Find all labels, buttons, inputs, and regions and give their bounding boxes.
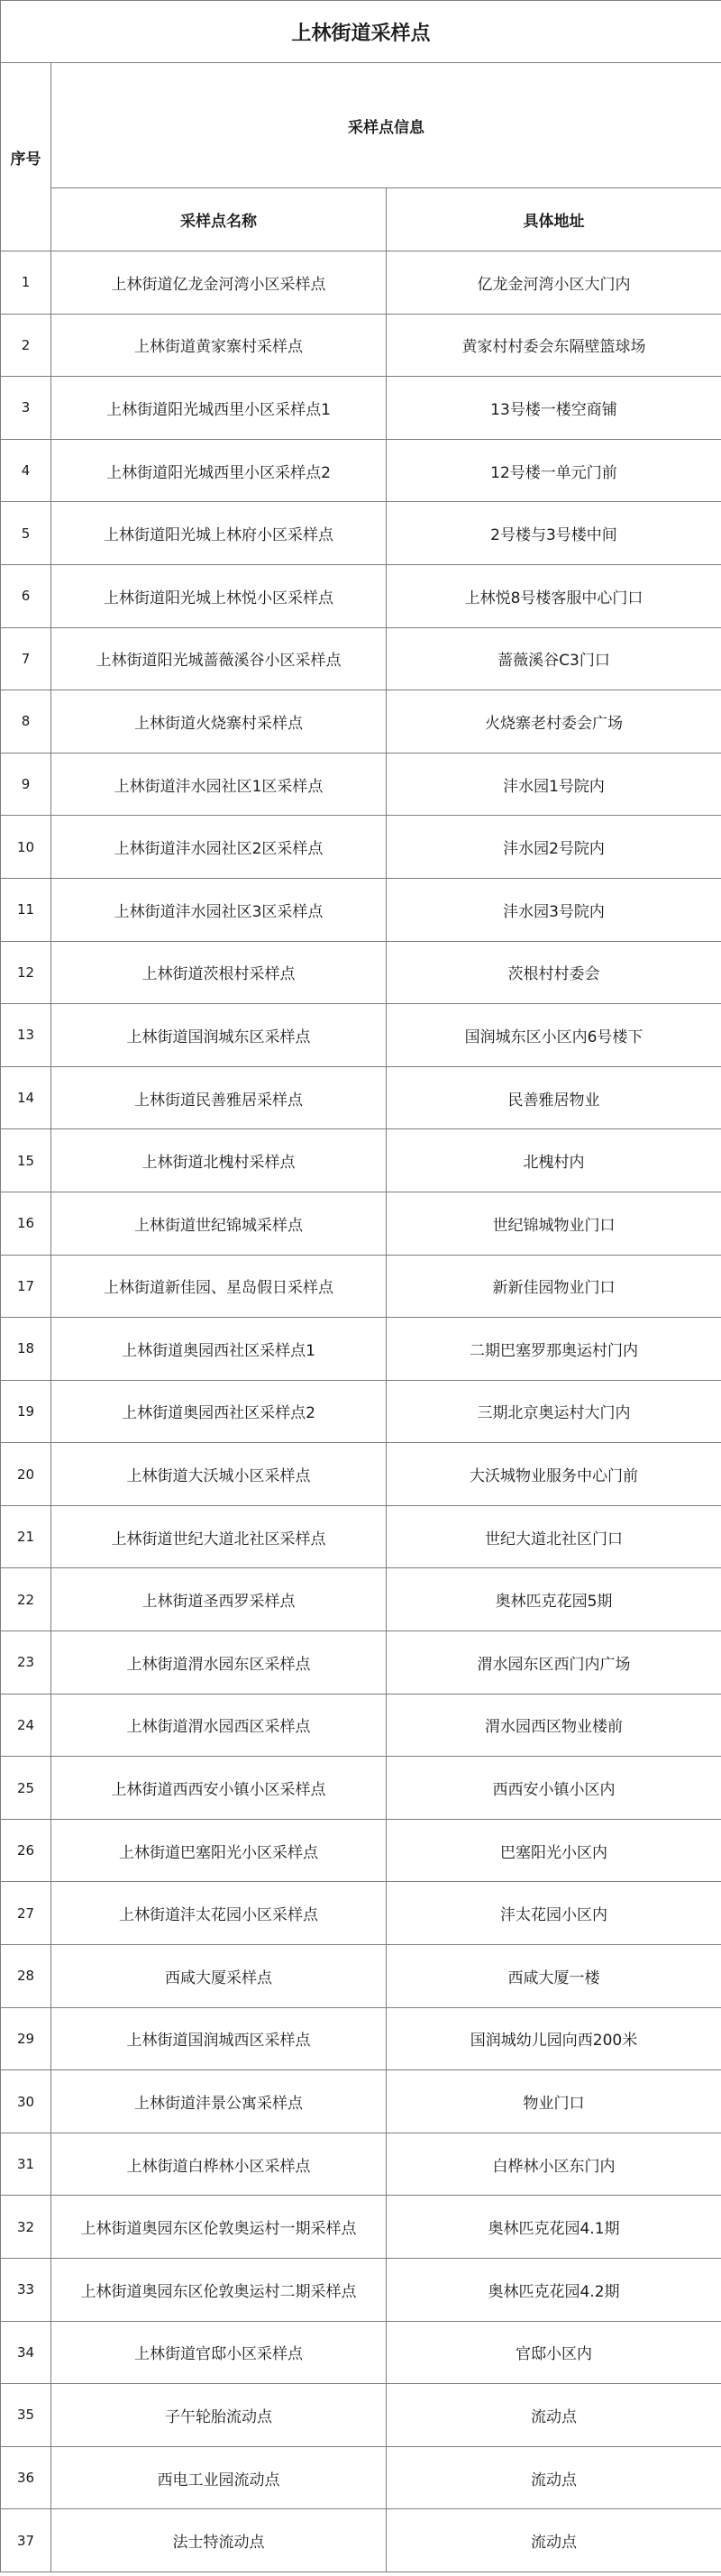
- row-address: 大沃城物业服务中心门前: [387, 1443, 721, 1506]
- table-row: [1, 941, 721, 1004]
- row-index: 18: [1, 1318, 51, 1381]
- table-row: [1, 1568, 721, 1631]
- row-address: 物业门口: [387, 2070, 721, 2133]
- row-index: 20: [1, 1443, 51, 1506]
- table-row: [1, 1443, 721, 1506]
- title-row: [1, 1, 721, 63]
- table-row: [1, 2196, 721, 2259]
- table-row: [1, 753, 721, 816]
- row-index: 13: [1, 1004, 51, 1067]
- row-index: 33: [1, 2259, 51, 2322]
- row-name: 上林街道沣景公寓采样点: [51, 2070, 387, 2133]
- table-row: [1, 1757, 721, 1820]
- row-address: 北槐村内: [387, 1129, 721, 1192]
- row-name: 上林街道亿龙金河湾小区采样点: [51, 251, 387, 315]
- row-name: 上林街道官邸小区采样点: [51, 2321, 387, 2384]
- row-index: 6: [1, 564, 51, 627]
- row-address: 巴塞阳光小区内: [387, 1819, 721, 1882]
- table-row: [1, 439, 721, 502]
- row-address: 2号楼与3号楼中间: [387, 502, 721, 565]
- row-name: 上林街道阳光城西里小区采样点1: [51, 377, 387, 440]
- row-index: 31: [1, 2133, 51, 2196]
- row-address: 世纪大道北社区门口: [387, 1505, 721, 1568]
- row-index: 25: [1, 1757, 51, 1820]
- table-row: [1, 2321, 721, 2384]
- row-index: 11: [1, 878, 51, 941]
- row-address: 亿龙金河湾小区大门内: [387, 251, 721, 315]
- row-index: 3: [1, 377, 51, 440]
- row-name: 上林街道沣水园社区3区采样点: [51, 878, 387, 941]
- table-row: [1, 1694, 721, 1757]
- row-address: 流动点: [387, 2446, 721, 2509]
- row-address: 流动点: [387, 2509, 721, 2572]
- row-name: 上林街道民善雅居采样点: [51, 1066, 387, 1129]
- row-name: 上林街道沣水园社区1区采样点: [51, 753, 387, 816]
- table-row: [1, 2384, 721, 2447]
- row-address: 二期巴塞罗那奥运村门内: [387, 1318, 721, 1381]
- table-row: [1, 2446, 721, 2509]
- row-address: 沣太花园小区内: [387, 1882, 721, 1945]
- header-row-group: [1, 63, 721, 188]
- row-index: 35: [1, 2384, 51, 2447]
- row-name: 上林街道西西安小镇小区采样点: [51, 1757, 387, 1820]
- row-name: 上林街道渭水园西区采样点: [51, 1694, 387, 1757]
- row-name: 上林街道阳光城蔷薇溪谷小区采样点: [51, 627, 387, 690]
- table-row: [1, 1882, 721, 1945]
- row-name: 上林街道国润城西区采样点: [51, 2007, 387, 2070]
- row-name: 上林街道火烧寨村采样点: [51, 690, 387, 754]
- table-row: [1, 1945, 721, 2008]
- name-header: 采样点名称: [51, 188, 387, 251]
- row-name: 上林街道白桦林小区采样点: [51, 2133, 387, 2196]
- row-address: 奥林匹克花园5期: [387, 1568, 721, 1631]
- row-index: 14: [1, 1066, 51, 1129]
- table-row: [1, 2509, 721, 2572]
- table-row: [1, 1318, 721, 1381]
- row-index: 21: [1, 1505, 51, 1568]
- table-row: [1, 1255, 721, 1318]
- row-index: 15: [1, 1129, 51, 1192]
- row-address: 12号楼一单元门前: [387, 439, 721, 502]
- row-address: 沣水园2号院内: [387, 816, 721, 879]
- row-name: 上林街道世纪锦城采样点: [51, 1192, 387, 1255]
- table-row: [1, 502, 721, 565]
- row-index: 23: [1, 1631, 51, 1694]
- row-index: 34: [1, 2321, 51, 2384]
- row-address: 火烧寨老村委会广场: [387, 690, 721, 754]
- row-name: 上林街道阳光城上林悦小区采样点: [51, 564, 387, 627]
- row-index: 36: [1, 2446, 51, 2509]
- row-name: 上林街道世纪大道北社区采样点: [51, 1505, 387, 1568]
- table-row: [1, 1380, 721, 1443]
- row-address: 三期北京奥运村大门内: [387, 1380, 721, 1443]
- row-index: 2: [1, 314, 51, 377]
- row-address: 13号楼一楼空商铺: [387, 377, 721, 440]
- row-index: 7: [1, 627, 51, 690]
- row-name: 上林街道巴塞阳光小区采样点: [51, 1819, 387, 1882]
- row-address: 国润城东区小区内6号楼下: [387, 1004, 721, 1067]
- table-row: [1, 377, 721, 440]
- row-address: 新新佳园物业门口: [387, 1255, 721, 1318]
- row-index: 27: [1, 1882, 51, 1945]
- row-name: 上林街道阳光城上林府小区采样点: [51, 502, 387, 565]
- row-name: 上林街道黄家寨村采样点: [51, 314, 387, 377]
- table-row: [1, 251, 721, 315]
- row-name: 上林街道圣西罗采样点: [51, 1568, 387, 1631]
- table-row: [1, 878, 721, 941]
- row-index: 5: [1, 502, 51, 565]
- row-name: 上林街道阳光城西里小区采样点2: [51, 439, 387, 502]
- table-row: [1, 2070, 721, 2133]
- row-name: 上林街道新佳园、星岛假日采样点: [51, 1255, 387, 1318]
- table-row: [1, 627, 721, 690]
- row-name: 上林街道大沃城小区采样点: [51, 1443, 387, 1506]
- row-address: 流动点: [387, 2384, 721, 2447]
- table-row: [1, 564, 721, 627]
- row-index: 30: [1, 2070, 51, 2133]
- page-title: 上林街道采样点: [1, 1, 721, 63]
- row-address: 黄家村村委会东隔壁篮球场: [387, 314, 721, 377]
- row-index: 32: [1, 2196, 51, 2259]
- row-address: 沣水园1号院内: [387, 753, 721, 816]
- row-address: 民善雅居物业: [387, 1066, 721, 1129]
- table-row: [1, 1819, 721, 1882]
- row-index: 24: [1, 1694, 51, 1757]
- row-address: 国润城幼儿园向西200米: [387, 2007, 721, 2070]
- row-address: 渭水园东区西门内广场: [387, 1631, 721, 1694]
- row-address: 茨根村村委会: [387, 941, 721, 1004]
- row-name: 上林街道奥园西社区采样点2: [51, 1380, 387, 1443]
- row-index: 22: [1, 1568, 51, 1631]
- group-header: 采样点信息: [51, 63, 721, 188]
- row-name: 子午轮胎流动点: [51, 2384, 387, 2447]
- row-address: 奥林匹克花园4.2期: [387, 2259, 721, 2322]
- row-name: 上林街道奥园东区伦敦奥运村一期采样点: [51, 2196, 387, 2259]
- row-name: 上林街道北槐村采样点: [51, 1129, 387, 1192]
- row-address: 世纪锦城物业门口: [387, 1192, 721, 1255]
- table-row: [1, 2259, 721, 2322]
- row-index: 12: [1, 941, 51, 1004]
- header-row-columns: [1, 188, 721, 251]
- row-index: 17: [1, 1255, 51, 1318]
- table-row: [1, 816, 721, 879]
- row-index: 10: [1, 816, 51, 879]
- row-index: 16: [1, 1192, 51, 1255]
- row-address: 西西安小镇小区内: [387, 1757, 721, 1820]
- row-address: 蔷薇溪谷C3门口: [387, 627, 721, 690]
- row-name: 上林街道奥园东区伦敦奥运村二期采样点: [51, 2259, 387, 2322]
- table-row: [1, 1129, 721, 1192]
- table-body: [1, 1, 721, 2572]
- row-index: 28: [1, 1945, 51, 2008]
- row-index: 29: [1, 2007, 51, 2070]
- row-address: 白桦林小区东门内: [387, 2133, 721, 2196]
- row-name: 上林街道渭水园东区采样点: [51, 1631, 387, 1694]
- table-row: [1, 2007, 721, 2070]
- row-address: 沣水园3号院内: [387, 878, 721, 941]
- row-name: 上林街道沣水园社区2区采样点: [51, 816, 387, 879]
- index-header: 序号: [1, 63, 51, 251]
- row-index: 1: [1, 251, 51, 315]
- row-name: 上林街道茨根村采样点: [51, 941, 387, 1004]
- table-row: [1, 1505, 721, 1568]
- table-row: [1, 1004, 721, 1067]
- row-name: 法士特流动点: [51, 2509, 387, 2572]
- row-name: 上林街道奥园西社区采样点1: [51, 1318, 387, 1381]
- row-address: 官邸小区内: [387, 2321, 721, 2384]
- table-row: [1, 2133, 721, 2196]
- row-index: 4: [1, 439, 51, 502]
- table-row: [1, 314, 721, 377]
- row-index: 37: [1, 2509, 51, 2572]
- row-index: 9: [1, 753, 51, 816]
- row-name: 西电工业园流动点: [51, 2446, 387, 2509]
- row-name: 上林街道国润城东区采样点: [51, 1004, 387, 1067]
- row-address: 西咸大厦一楼: [387, 1945, 721, 2008]
- row-address: 上林悦8号楼客服中心门口: [387, 564, 721, 627]
- table-row: [1, 1066, 721, 1129]
- row-address: 奥林匹克花园4.1期: [387, 2196, 721, 2259]
- row-index: 19: [1, 1380, 51, 1443]
- row-name: 西咸大厦采样点: [51, 1945, 387, 2008]
- address-header: 具体地址: [387, 188, 721, 251]
- row-name: 上林街道沣太花园小区采样点: [51, 1882, 387, 1945]
- table-row: [1, 1631, 721, 1694]
- table-row: [1, 690, 721, 754]
- row-index: 8: [1, 690, 51, 754]
- table-row: [1, 1192, 721, 1255]
- row-index: 26: [1, 1819, 51, 1882]
- row-address: 渭水园西区物业楼前: [387, 1694, 721, 1757]
